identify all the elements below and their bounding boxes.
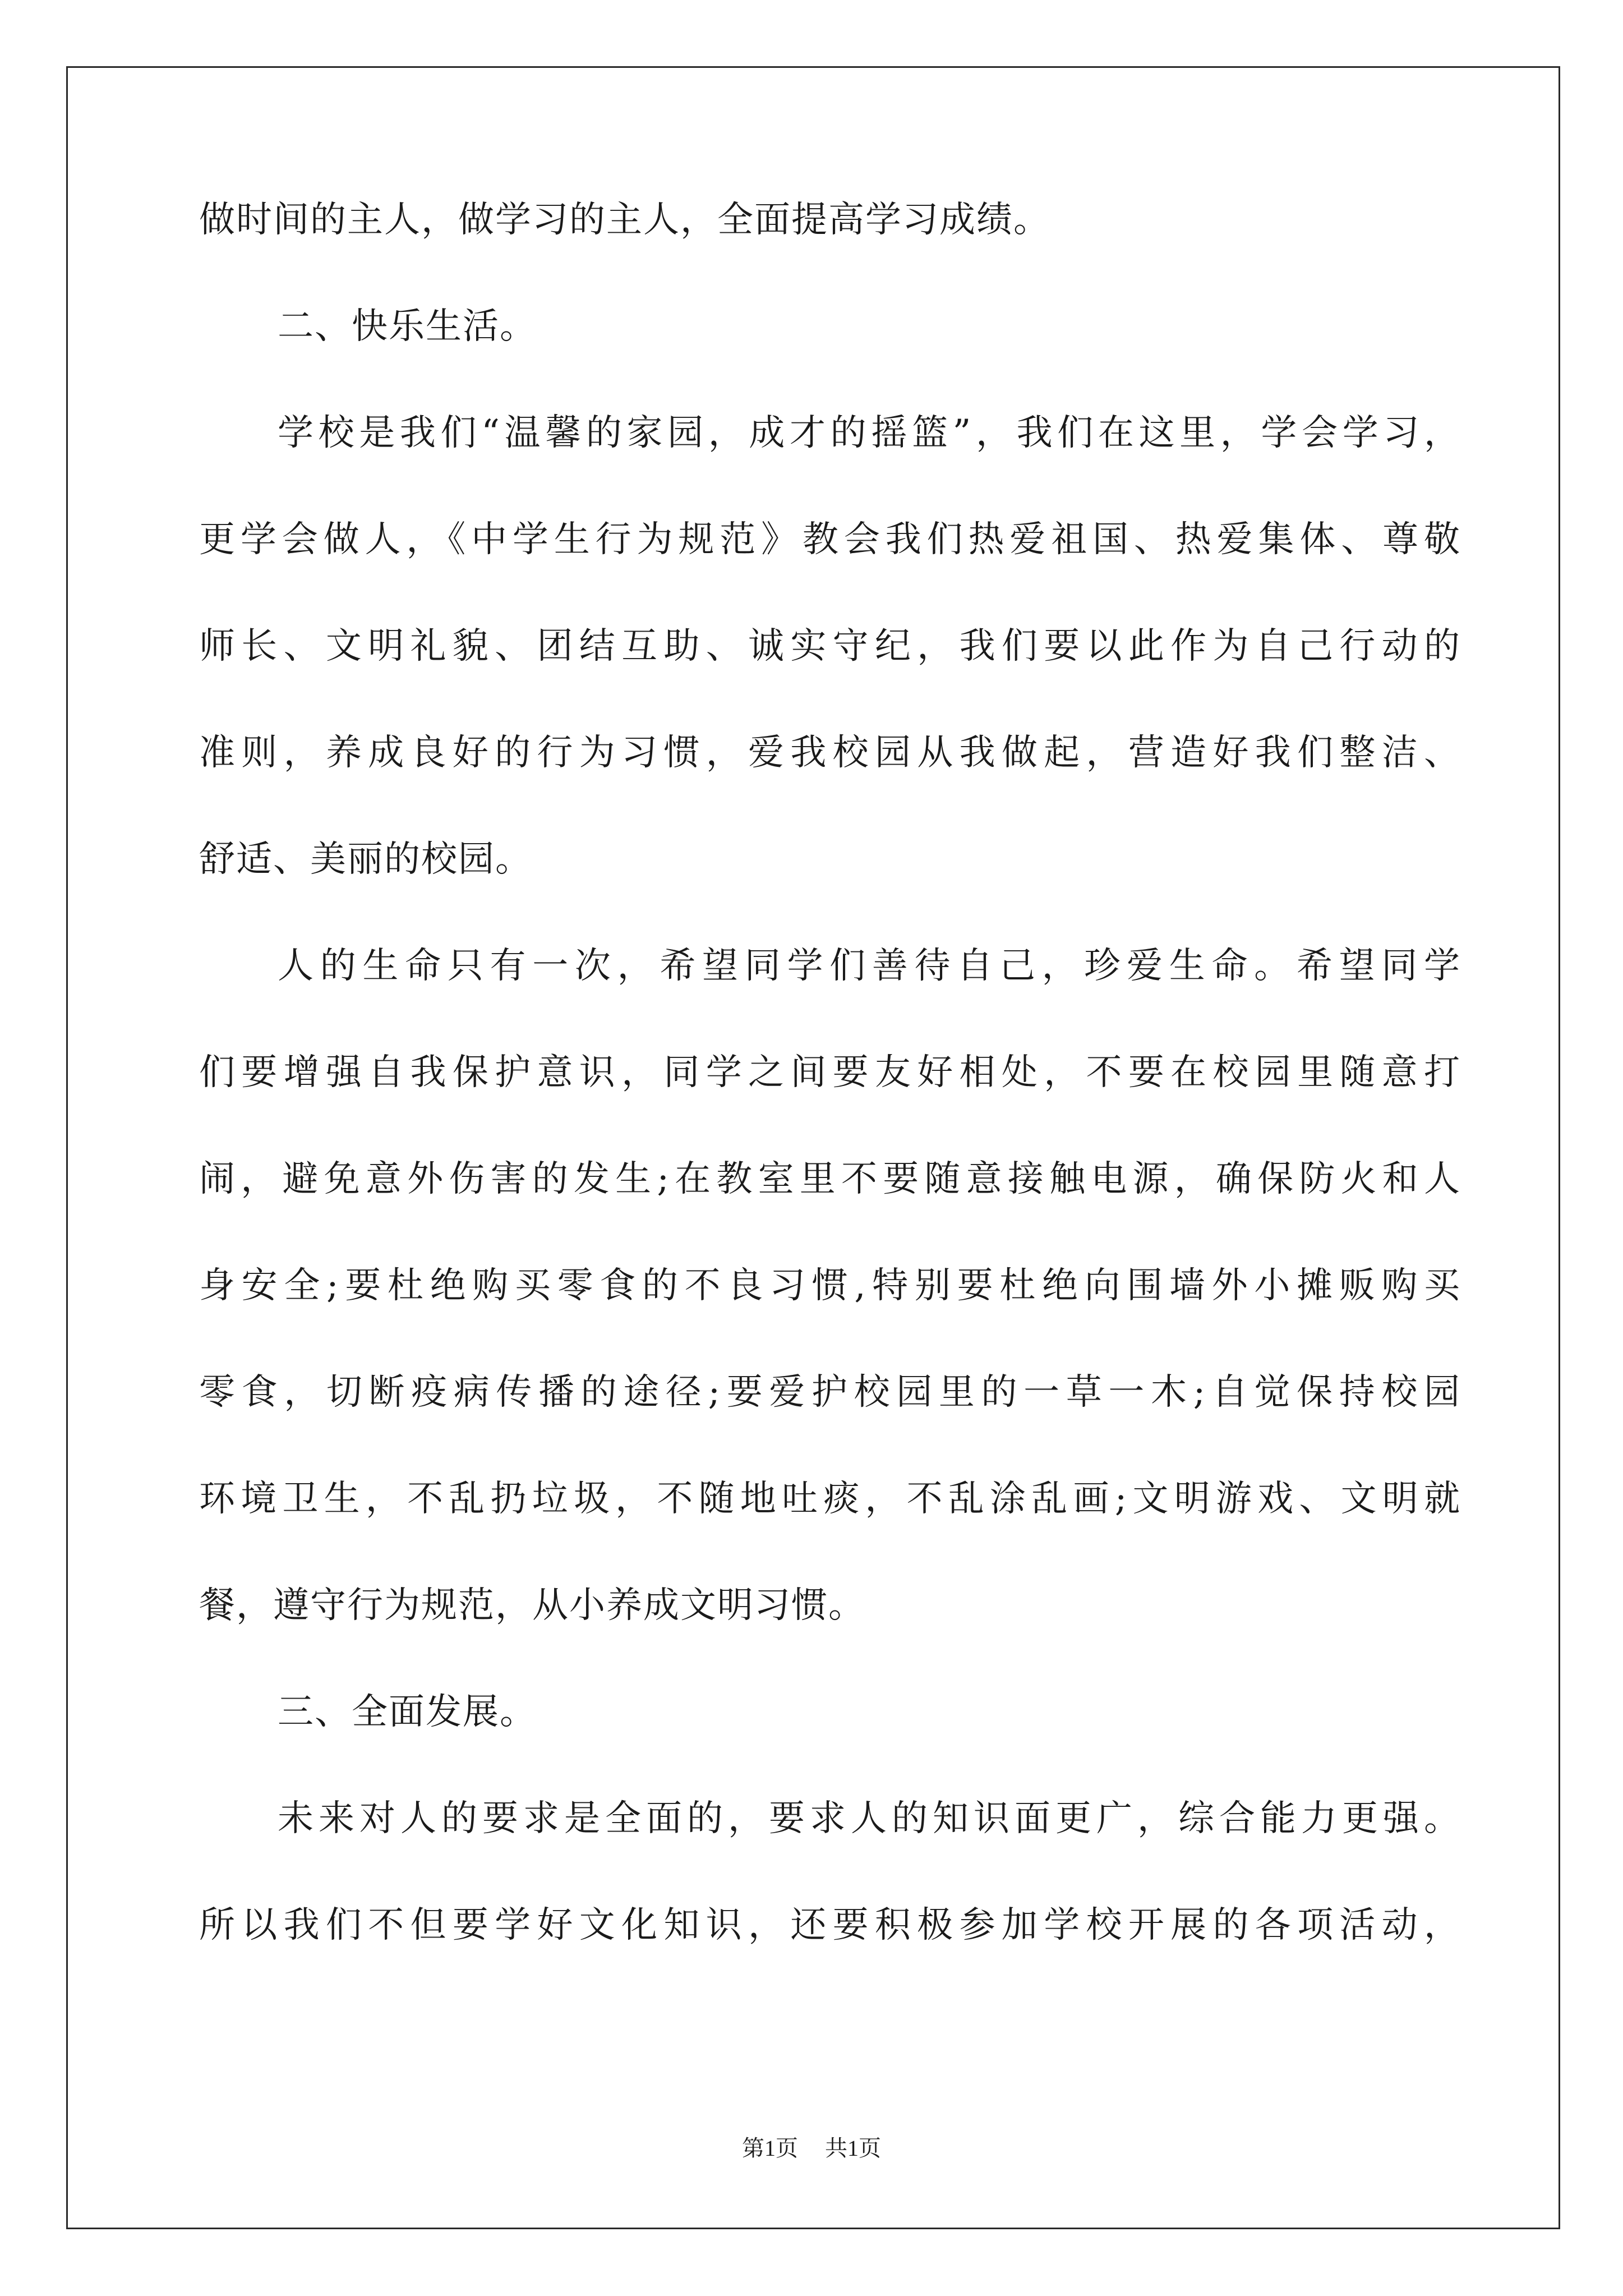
text-line: 舒适、美丽的校园。 <box>199 839 532 880</box>
text-line: 学校是我们“温馨的家园，成才的摇篮”，我们在这里，学会学习， <box>278 412 1461 454</box>
document-body <box>199 199 1461 2014</box>
text-line: 餐，遵守行为规范，从小养成文明习惯。 <box>199 1585 865 1626</box>
page-number: 第1页 <box>742 2136 798 2161</box>
text-line: 二、快乐生活。 <box>278 306 537 347</box>
page-footer <box>0 2137 1623 2160</box>
text-line: 所以我们不但要学好文化知识，还要积极参加学校开展的各项活动， <box>199 1904 1461 1946</box>
text-line: 准则，养成良好的行为习惯，爱我校园从我做起，营造好我们整洁、 <box>199 732 1461 774</box>
text-line: 们要增强自我保护意识，同学之间要友好相处，不要在校园里随意打 <box>199 1052 1461 1093</box>
text-line: 做时间的主人，做学习的主人，全面提高学习成绩。 <box>199 199 1050 241</box>
text-line: 环境卫生，不乱扔垃圾，不随地吐痰，不乱涂乱画;文明游戏、文明就 <box>199 1478 1461 1520</box>
text-line: 零食，切断疫病传播的途径;要爱护校园里的一草一木;自觉保持校园 <box>199 1372 1461 1413</box>
text-line: 师长、文明礼貌、团结互助、诚实守纪，我们要以此作为自己行动的 <box>199 625 1461 667</box>
text-line: 更学会做人，《中学生行为规范》教会我们热爱祖国、热爱集体、尊敬 <box>199 519 1461 560</box>
text-line: 三、全面发展。 <box>278 1691 537 1733</box>
text-line: 人的生命只有一次，希望同学们善待自己，珍爱生命。希望同学 <box>278 945 1461 987</box>
text-line: 闹，避免意外伤害的发生;在教室里不要随意接触电源，确保防火和人 <box>199 1158 1461 1200</box>
text-line: 身安全;要杜绝购买零食的不良习惯,特别要杜绝向围墙外小摊贩购买 <box>199 1265 1461 1306</box>
text-line: 未来对人的要求是全面的，要求人的知识面更广，综合能力更强。 <box>278 1798 1461 1839</box>
page-total: 共1页 <box>825 2136 881 2161</box>
